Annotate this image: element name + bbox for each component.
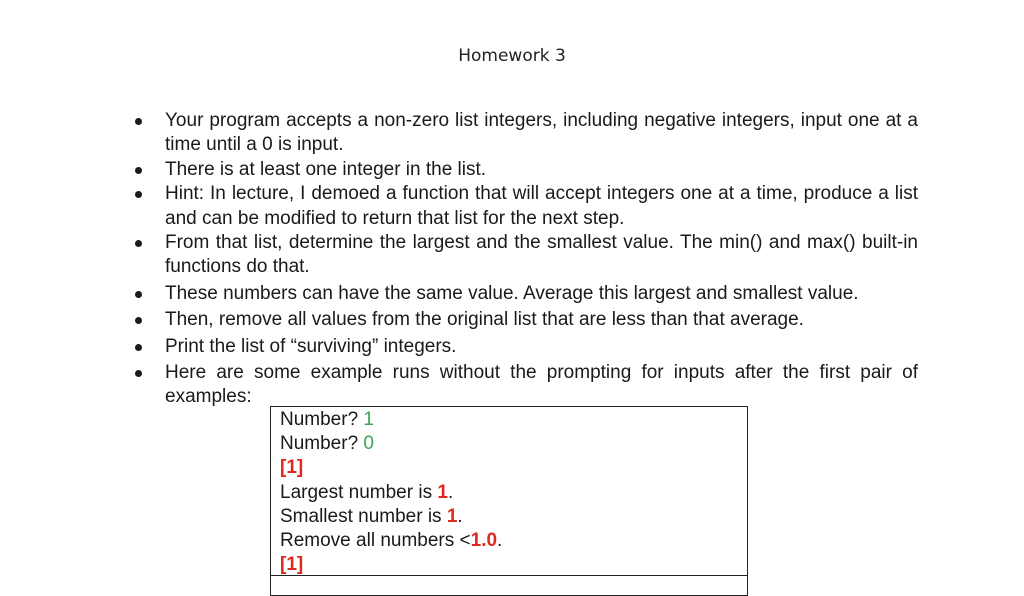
- output-value: [1]: [280, 554, 304, 576]
- list-item: [128, 182, 918, 231]
- list-item-text: Here are some example runs without the prompting for inputs after the first pair of examples:: [165, 362, 918, 408]
- list-item-text: Print the list of “surviving” integers.: [165, 335, 457, 357]
- list-item-text: Hint: In lecture, I demoed a function that will accept integers one at a time, produce a list and can be modified to return that list for the next step.: [165, 183, 918, 229]
- list-item: [128, 158, 918, 182]
- output-value: 1.0: [470, 530, 498, 552]
- list-item: [128, 361, 918, 410]
- input-value: 0: [363, 433, 374, 455]
- list-item: [128, 282, 918, 306]
- input-value: 1: [363, 409, 374, 430]
- output-value: 1: [446, 505, 458, 527]
- bullet-icon: [135, 370, 142, 377]
- bullet-icon: [135, 118, 142, 125]
- example-line-smallest: [280, 505, 738, 529]
- list-item: [128, 335, 918, 359]
- list-item-text: There is at least one integer in the list.: [165, 158, 487, 180]
- output-value: [1]: [280, 457, 304, 479]
- list-item: [128, 109, 918, 158]
- output-end: .: [447, 481, 454, 503]
- example-line-input-1: [280, 408, 738, 432]
- list-item-text: Your program accepts a non-zero list integers, including negative integers, input one at a time until a 0 is input.: [165, 110, 918, 156]
- bullet-icon: [135, 167, 142, 174]
- example-run-box: [270, 406, 748, 596]
- output-value: 1: [437, 481, 448, 503]
- example-line-remove: [280, 529, 738, 553]
- example-line-list: [280, 456, 738, 480]
- bullet-icon: [135, 240, 142, 247]
- example-line-largest: [280, 481, 738, 505]
- list-item-text: These numbers can have the same value. Average this largest and smallest value.: [165, 282, 859, 304]
- bullet-icon: [135, 191, 142, 198]
- prompt-label: Number?: [280, 409, 364, 430]
- example-line-result: [280, 553, 738, 577]
- bullet-icon: [135, 317, 142, 324]
- list-item-text: Then, remove all values from the original list that are less than that average.: [165, 309, 804, 331]
- output-label: Largest number is: [280, 481, 438, 503]
- example-line-input-2: [280, 432, 738, 456]
- bullet-icon: [135, 291, 142, 298]
- output-label: Remove all numbers <: [280, 530, 471, 552]
- prompt-label: Number?: [280, 433, 364, 455]
- bullet-icon: [135, 344, 142, 351]
- output-end: .: [457, 505, 463, 527]
- output-end: .: [497, 530, 503, 552]
- list-item: [128, 231, 918, 280]
- list-item: [128, 308, 918, 332]
- box-divider: [271, 575, 747, 576]
- instructions-list: [128, 109, 918, 410]
- page-title: Homework 3: [458, 46, 566, 66]
- output-label: Smallest number is: [280, 505, 447, 527]
- list-item-text: From that list, determine the largest and the smallest value. The min() and max() built-in functions do that.: [165, 232, 918, 278]
